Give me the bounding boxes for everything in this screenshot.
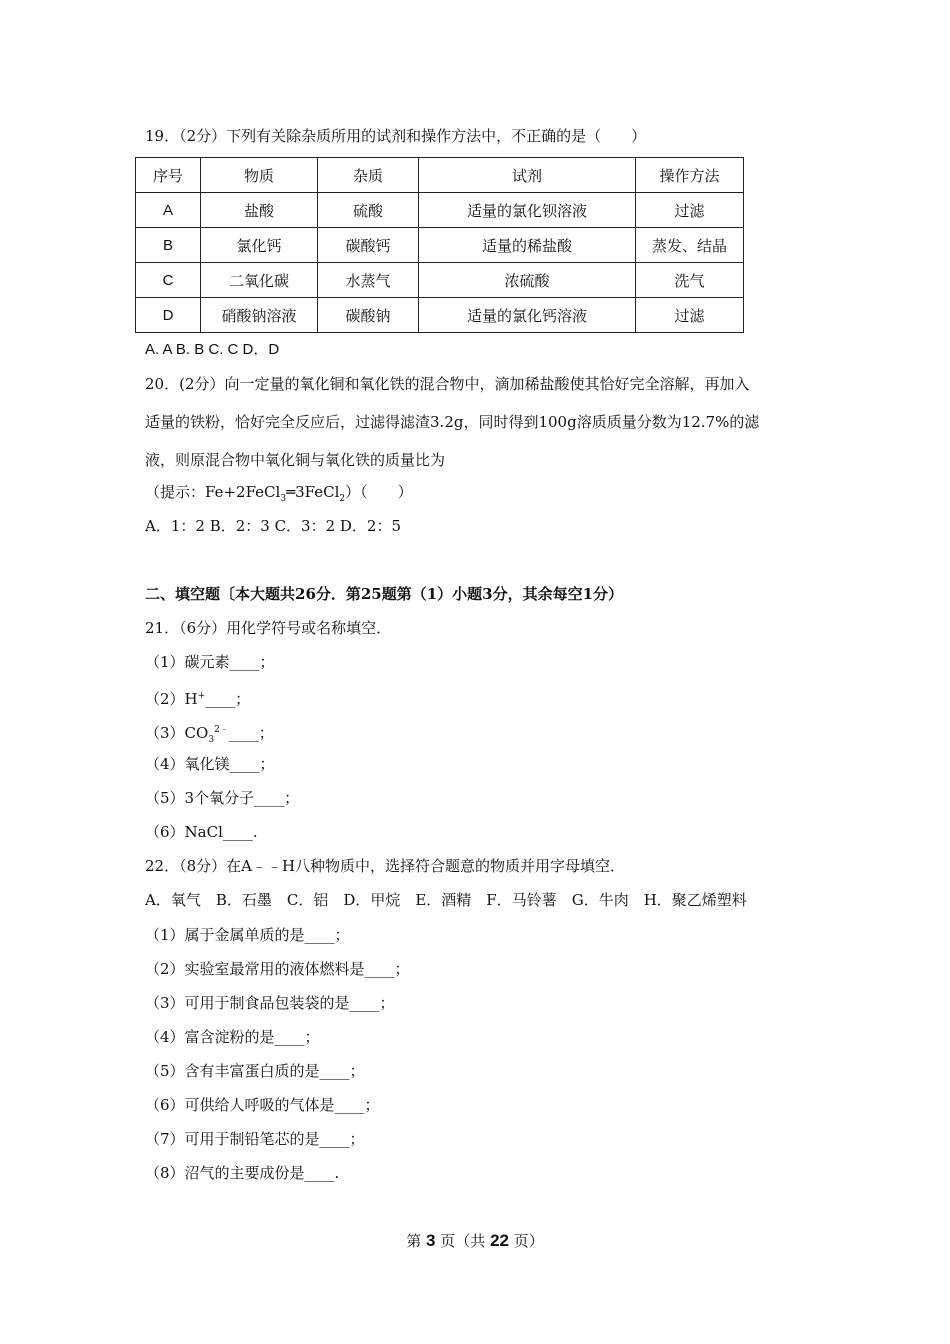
q21-item-text: （3）CO: [145, 724, 209, 742]
q21-item-superscript: 2﹣: [214, 725, 229, 735]
q22-item: （6）可供给人呼吸的气体是____；: [145, 1096, 380, 1114]
q21-item: （4）氧化镁____；: [145, 755, 275, 773]
table-cell: B: [136, 228, 201, 263]
q19-stem: 19．（2分）下列有关除杂质所用的试剂和操作方法中，不正确的是（ ）: [145, 127, 647, 145]
q21-item-superscript: +: [197, 691, 206, 701]
table-cell: 二氧化碳: [201, 263, 318, 298]
table-cell: 硫酸: [318, 193, 419, 228]
q20-line1: 20．(2分）向一定量的氧化铜和氧化铁的混合物中，滴加稀盐酸使其恰好完全溶解，再加入: [145, 375, 750, 393]
table-header-cell: 试剂: [419, 158, 636, 193]
table-cell: 碳酸钙: [318, 228, 419, 263]
q21-item-text: ____；: [228, 724, 274, 742]
q20-line3: 液，则原混合物中氧化铜与氧化铁的质量比为: [145, 451, 446, 469]
table-cell: 适量的氯化钙溶液: [419, 298, 636, 333]
q22-item: （5）含有丰富蛋白质的是____；: [145, 1062, 365, 1080]
q22-options: A．氧气 B．石墨 C．铝 D．甲烷 E．酒精 F．马铃薯 G．牛肉 H．聚乙烯塑料: [145, 891, 747, 909]
table-cell: 浓硫酸: [419, 263, 636, 298]
q20-options: A．1：2 B．2：3 C．3：2 D．2：5: [145, 517, 402, 535]
q22-item: （1）属于金属单质的是____；: [145, 926, 350, 944]
table-cell: 蒸发、结晶: [636, 228, 744, 263]
footer-text: 第: [406, 1232, 422, 1250]
q22-item: （3）可用于制食品包装袋的是____；: [145, 994, 395, 1012]
table-cell: 适量的氯化钡溶液: [419, 193, 636, 228]
table-cell: 洗气: [636, 263, 744, 298]
q21-item: （1）碳元素____；: [145, 653, 275, 671]
table-cell: 适量的稀盐酸: [419, 228, 636, 263]
table-cell: C: [136, 263, 201, 298]
q19-options: A. A B. B C. C D．D: [145, 341, 280, 358]
q22-item: （7）可用于制铅笔芯的是____；: [145, 1130, 365, 1148]
q21-item: （6）NaCl____.: [145, 823, 258, 841]
table-cell: A: [136, 193, 201, 228]
q21-item-text: ____；: [205, 690, 251, 708]
q22-item: （4）富含淀粉的是____；: [145, 1028, 320, 1046]
q21-item-text: （2）H: [145, 690, 198, 708]
table-cell: 水蒸气: [318, 263, 419, 298]
q20-hint-subscript: 2: [339, 494, 346, 504]
page-number: 3: [426, 1231, 436, 1250]
table-header-cell: 物质: [201, 158, 318, 193]
table-header-cell: 操作方法: [636, 158, 744, 193]
section-heading: 二、填空题〔本大题共26分．第25题第（1）小题3分，其余每空1分）: [145, 585, 624, 603]
table-header-cell: 杂质: [318, 158, 419, 193]
q21-item: （5）3个氧分子____；: [145, 789, 300, 807]
q21-stem: 21．（6分）用化学符号或名称填空．: [145, 619, 392, 637]
q21-item: [145, 686, 250, 709]
q20-line2: 适量的铁粉，恰好完全反应后，过滤得滤渣3.2g，同时得到100g溶质质量分数为12.7%的滤: [145, 413, 760, 431]
table-header-row: [136, 158, 744, 193]
q22-stem: 22．（8分）在A﹣﹣H八种物质中，选择符合题意的物质并用字母填空．: [145, 857, 626, 875]
q20-hint-text: ═3FeCl: [286, 483, 340, 501]
q20-hint-subscript: 3: [280, 494, 287, 504]
table-cell: 硝酸钠溶液: [201, 298, 318, 333]
footer-text: 页（共: [440, 1232, 486, 1250]
q22-item: （8）沼气的主要成份是____.: [145, 1164, 340, 1182]
page-total: 22: [490, 1231, 509, 1250]
table-cell: 碳酸钠: [318, 298, 419, 333]
q21-item-subscript: 3: [208, 735, 215, 745]
table-row: [136, 228, 744, 263]
table-cell: 盐酸: [201, 193, 318, 228]
q20-hint-text: ）（ ）: [345, 483, 413, 501]
q22-item: （2）实验室最常用的液体燃料是____；: [145, 960, 410, 978]
q20-hint: [145, 482, 413, 509]
table-header-cell: 序号: [136, 158, 201, 193]
table-cell: 过滤: [636, 193, 744, 228]
table-cell: 氯化钙: [201, 228, 318, 263]
q21-item: [145, 720, 274, 750]
footer-text: 页）: [513, 1232, 544, 1250]
table-row: [136, 263, 744, 298]
table-cell: D: [136, 298, 201, 333]
table-row: [136, 193, 744, 228]
table-cell: 过滤: [636, 298, 744, 333]
page-footer: [0, 1230, 950, 1251]
q19-table: [135, 157, 744, 333]
table-row: [136, 298, 744, 333]
q20-hint-text: （提示：Fe+2FeCl: [145, 483, 281, 501]
